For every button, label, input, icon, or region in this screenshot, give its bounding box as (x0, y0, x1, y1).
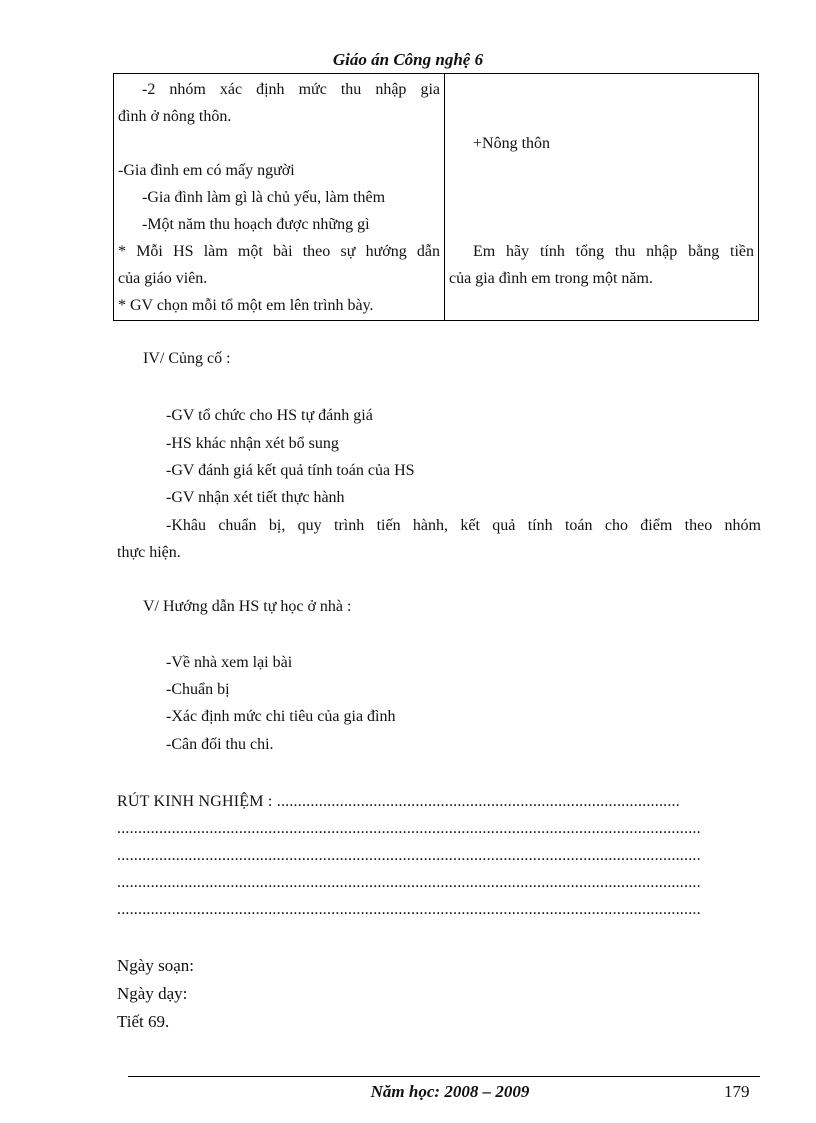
table-left-line: -2 nhóm xác định mức thu nhập gia (142, 81, 440, 98)
section-4-item: -GV đánh giá kết quả tính toán của HS (166, 462, 415, 479)
experience-dots-line: ........................................................................................................................................... (117, 874, 701, 891)
section-5-heading: V/ Hướng dẫn HS tự học ở nhà : (143, 598, 352, 615)
table-left-line: * Mỗi HS làm một bài theo sự hướng dẫn (118, 243, 440, 260)
section-5-item: -Cân đối thu chi. (166, 736, 274, 753)
experience-dots-line: ........................................................................................................................................... (117, 820, 701, 837)
experience-dots-line: ........................................................................................................................................... (117, 847, 701, 864)
section-5-item: -Xác định mức chi tiêu của gia đình (166, 708, 396, 725)
table-left-line: -Gia đình làm gì là chủ yếu, làm thêm (142, 189, 386, 206)
table-right-line: của gia đình em trong một năm. (449, 270, 653, 287)
table-cell-right (445, 74, 759, 321)
table-left-line: của giáo viên. (118, 270, 208, 287)
table-left-line: * GV chọn mỗi tổ một em lên trình bày. (118, 297, 374, 314)
table-left-line (118, 130, 440, 157)
experience-row-1 (117, 788, 760, 815)
section-4-item: -Khâu chuẩn bị, quy trình tiến hành, kết quả tính toán cho điểm theo nhóm (166, 517, 761, 534)
footer-school-year: Năm học: 2008 – 2009 (370, 1082, 530, 1101)
table-left-line: đình ở nông thôn. (118, 108, 232, 125)
section-5-item: -Về nhà xem lại bài (166, 654, 293, 671)
section-4-item: -GV tổ chức cho HS tự đánh giá (166, 407, 373, 424)
date-taught: Ngày dạy: (117, 984, 188, 1003)
page-header-title: Giáo án Công nghệ 6 (332, 50, 484, 69)
table-left-line: -Một năm thu hoạch được những gì (142, 216, 370, 233)
page-number: 179 (724, 1082, 750, 1101)
lesson-table (113, 73, 759, 321)
period-number: Tiết 69. (117, 1012, 170, 1031)
section-4-item: thực hiện. (117, 544, 181, 561)
date-prepared: Ngày soạn: (117, 956, 194, 975)
section-4-item: -GV nhận xét tiết thực hành (166, 489, 345, 506)
table-right-line: Em hãy tính tổng thu nhập bằng tiền (473, 243, 754, 260)
table-left-line: -Gia đình em có mấy người (118, 162, 295, 179)
table-right-line: +Nông thôn (473, 135, 551, 152)
experience-dots: ................................................................................................ (276, 793, 680, 810)
experience-label: RÚT KINH NGHIỆM : (117, 793, 273, 810)
table-cell-left (114, 74, 445, 321)
experience-dots-line: ........................................................................................................................................... (117, 901, 701, 918)
section-4-item: -HS khác nhận xét bổ sung (166, 435, 339, 452)
footer-divider (128, 1076, 760, 1077)
section-5-item: -Chuẩn bị (166, 681, 230, 698)
section-4-heading: IV/ Củng cố : (143, 350, 231, 367)
